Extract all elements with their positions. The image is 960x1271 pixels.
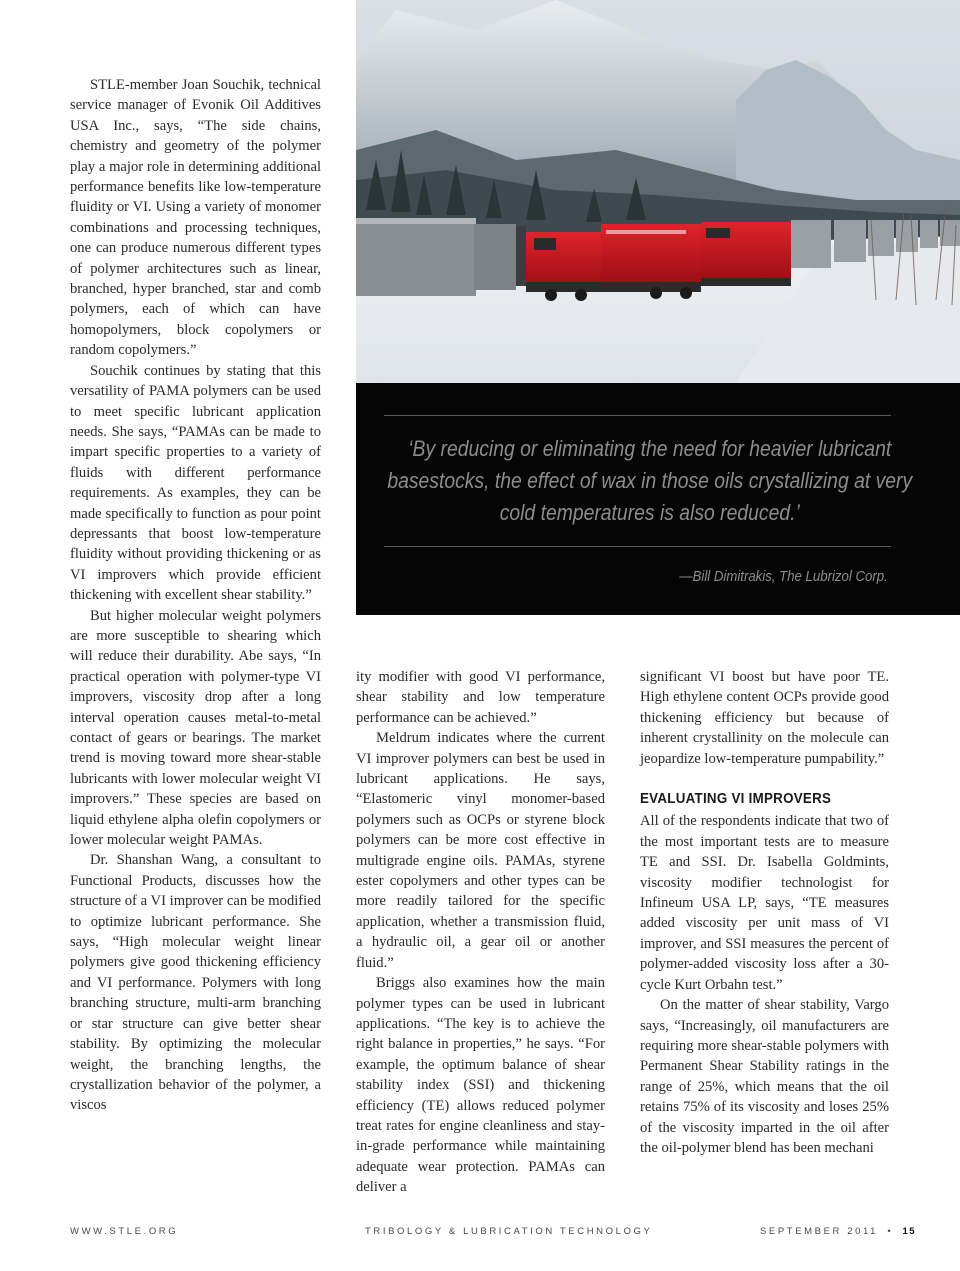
pull-quote-text: ‘By reducing or eliminating the need for heavier lubricant basestocks, the effect of wax in those oils crystallizing at very cold temperatures is also reduced.’ (387, 436, 913, 525)
paragraph: All of the respondents indicate that two of the most important tests are to measure TE and SSI. Dr. Isabella Goldmints, viscosity modifier technologist for Infineum USA LP, says, “TE measures added viscosity per unit mass of VI improver, and SSI measures the percent of polymer-added viscosity loss after a 30-cycle Kurt Orbahn test.” (640, 813, 889, 993)
paragraph: ity modifier with good VI performance, shear stability and low temperature performance can be achieved.” (356, 669, 605, 726)
page-number: 15 (902, 1226, 917, 1237)
quote-rule-top (384, 415, 891, 416)
footer-separator: • (887, 1226, 894, 1237)
paragraph: STLE-member Joan Souchik, technical service manager of Evonik Oil Additives USA Inc., says, “The side chains, chemistry and geometry of the polymer play a major role in determining additional performance benefits like low-temperature fluidity or VI. Using a variety of monomer combinations and processing techniques, one can produce numerous different types of polymer architectures such as linear, branched, hyper branched, star and comb polymers, each of which can have homopolymers, block copolymers or random copolymers.” (70, 77, 321, 359)
paragraph: Briggs also examines how the main polymer types can be used in lubricant applications. “The key is to achieve the right balance in properties,” he says. “For example, the optimum balance of shear stability index (SSI) and thickening efficiency (TE) allows reduced polymer treat rates for engine cleanliness and stay-in-grade performance while maintaining adequate wear protection. PAMAs can deliver a (356, 975, 605, 1196)
footer-website: WWW.STLE.ORG (70, 1226, 179, 1237)
paragraph: significant VI boost but have poor TE. High ethylene content OCPs provide good thickening efficiency but because of inherent crystallinity on the molecule can jeopardize low-temperature pumpability.” (640, 669, 889, 767)
paragraph: Dr. Shanshan Wang, a consultant to Functional Products, discusses how the structure of a VI improver can be modified to optimize lubricant performance. She says, “High molecular weight linear polymers give good thickening efficiency and VI performance. Polymers with long branching structure, multi-arm branching or star structure can give better shear stability. By optimizing the molecular weight, the branching lengths, the crystallization behavior of the polymer, a viscos (70, 852, 321, 1114)
article-column-1 (70, 75, 321, 1116)
article-column-2 (356, 667, 605, 1198)
article-column-3 (640, 667, 889, 1158)
pull-quote-attribution: —Bill Dimitrakis, The Lubrizol Corp. (679, 568, 888, 585)
section-heading: EVALUATING VI IMPROVERS (640, 791, 832, 808)
footer-date: SEPTEMBER 2011 (760, 1226, 879, 1237)
train-mountain-photo (356, 0, 960, 383)
footer-date-page (760, 1226, 916, 1237)
paragraph: Souchik continues by stating that this versatility of PAMA polymers can be used to meet specific lubricant application needs. She says, “PAMAs can be made to impart specific properties to a variety of fluids with different performance requirements. As examples, they can be made specifically to function as pour point depressants that boost low-temperature fluidity without providing thickening or as VI improvers which provide efficient thickening with excellent shear stability.” (70, 362, 321, 604)
paragraph: On the matter of shear stability, Vargo says, “Increasingly, oil manufacturers are requiring more shear-stable polymers with Permanent Shear Stability ratings in the range of 25%, which means that the oil retains 75% of its viscosity and loses 25% of the viscosity imparted in the oil after the oil-polymer blend has been mechani (640, 997, 889, 1156)
footer-publication: TRIBOLOGY & LUBRICATION TECHNOLOGY (365, 1226, 653, 1237)
quote-rule-bottom (384, 546, 891, 547)
pull-quote-panel (356, 383, 960, 615)
photo-illustration (356, 0, 960, 383)
paragraph: Meldrum indicates where the current VI improver polymers can best be used in lubricant applications. He says, “Elastomeric vinyl monomer-based polymers such as OCPs or styrene block polymers can be more cost effective in multigrade engine oils. PAMAs, styrene ester copolymers and other types can be more readily tailored for the specific application, whether a transmission fluid, a hydraulic oil, a gear oil or another fluid.” (356, 730, 605, 971)
paragraph: But higher molecular weight polymers are more susceptible to shearing which will reduce their durability. Abe says, “In practical operation with polymer-type VI improvers, viscosity drop after a long interval operation causes metal-to-metal contact of gears or bearings. The market trend is moving toward more shear-stable lubricants with lower molecular weight VI improvers.” These species are based on liquid ethylene alpha olefin copolymers or lower molecular weight PAMAs. (70, 607, 321, 849)
